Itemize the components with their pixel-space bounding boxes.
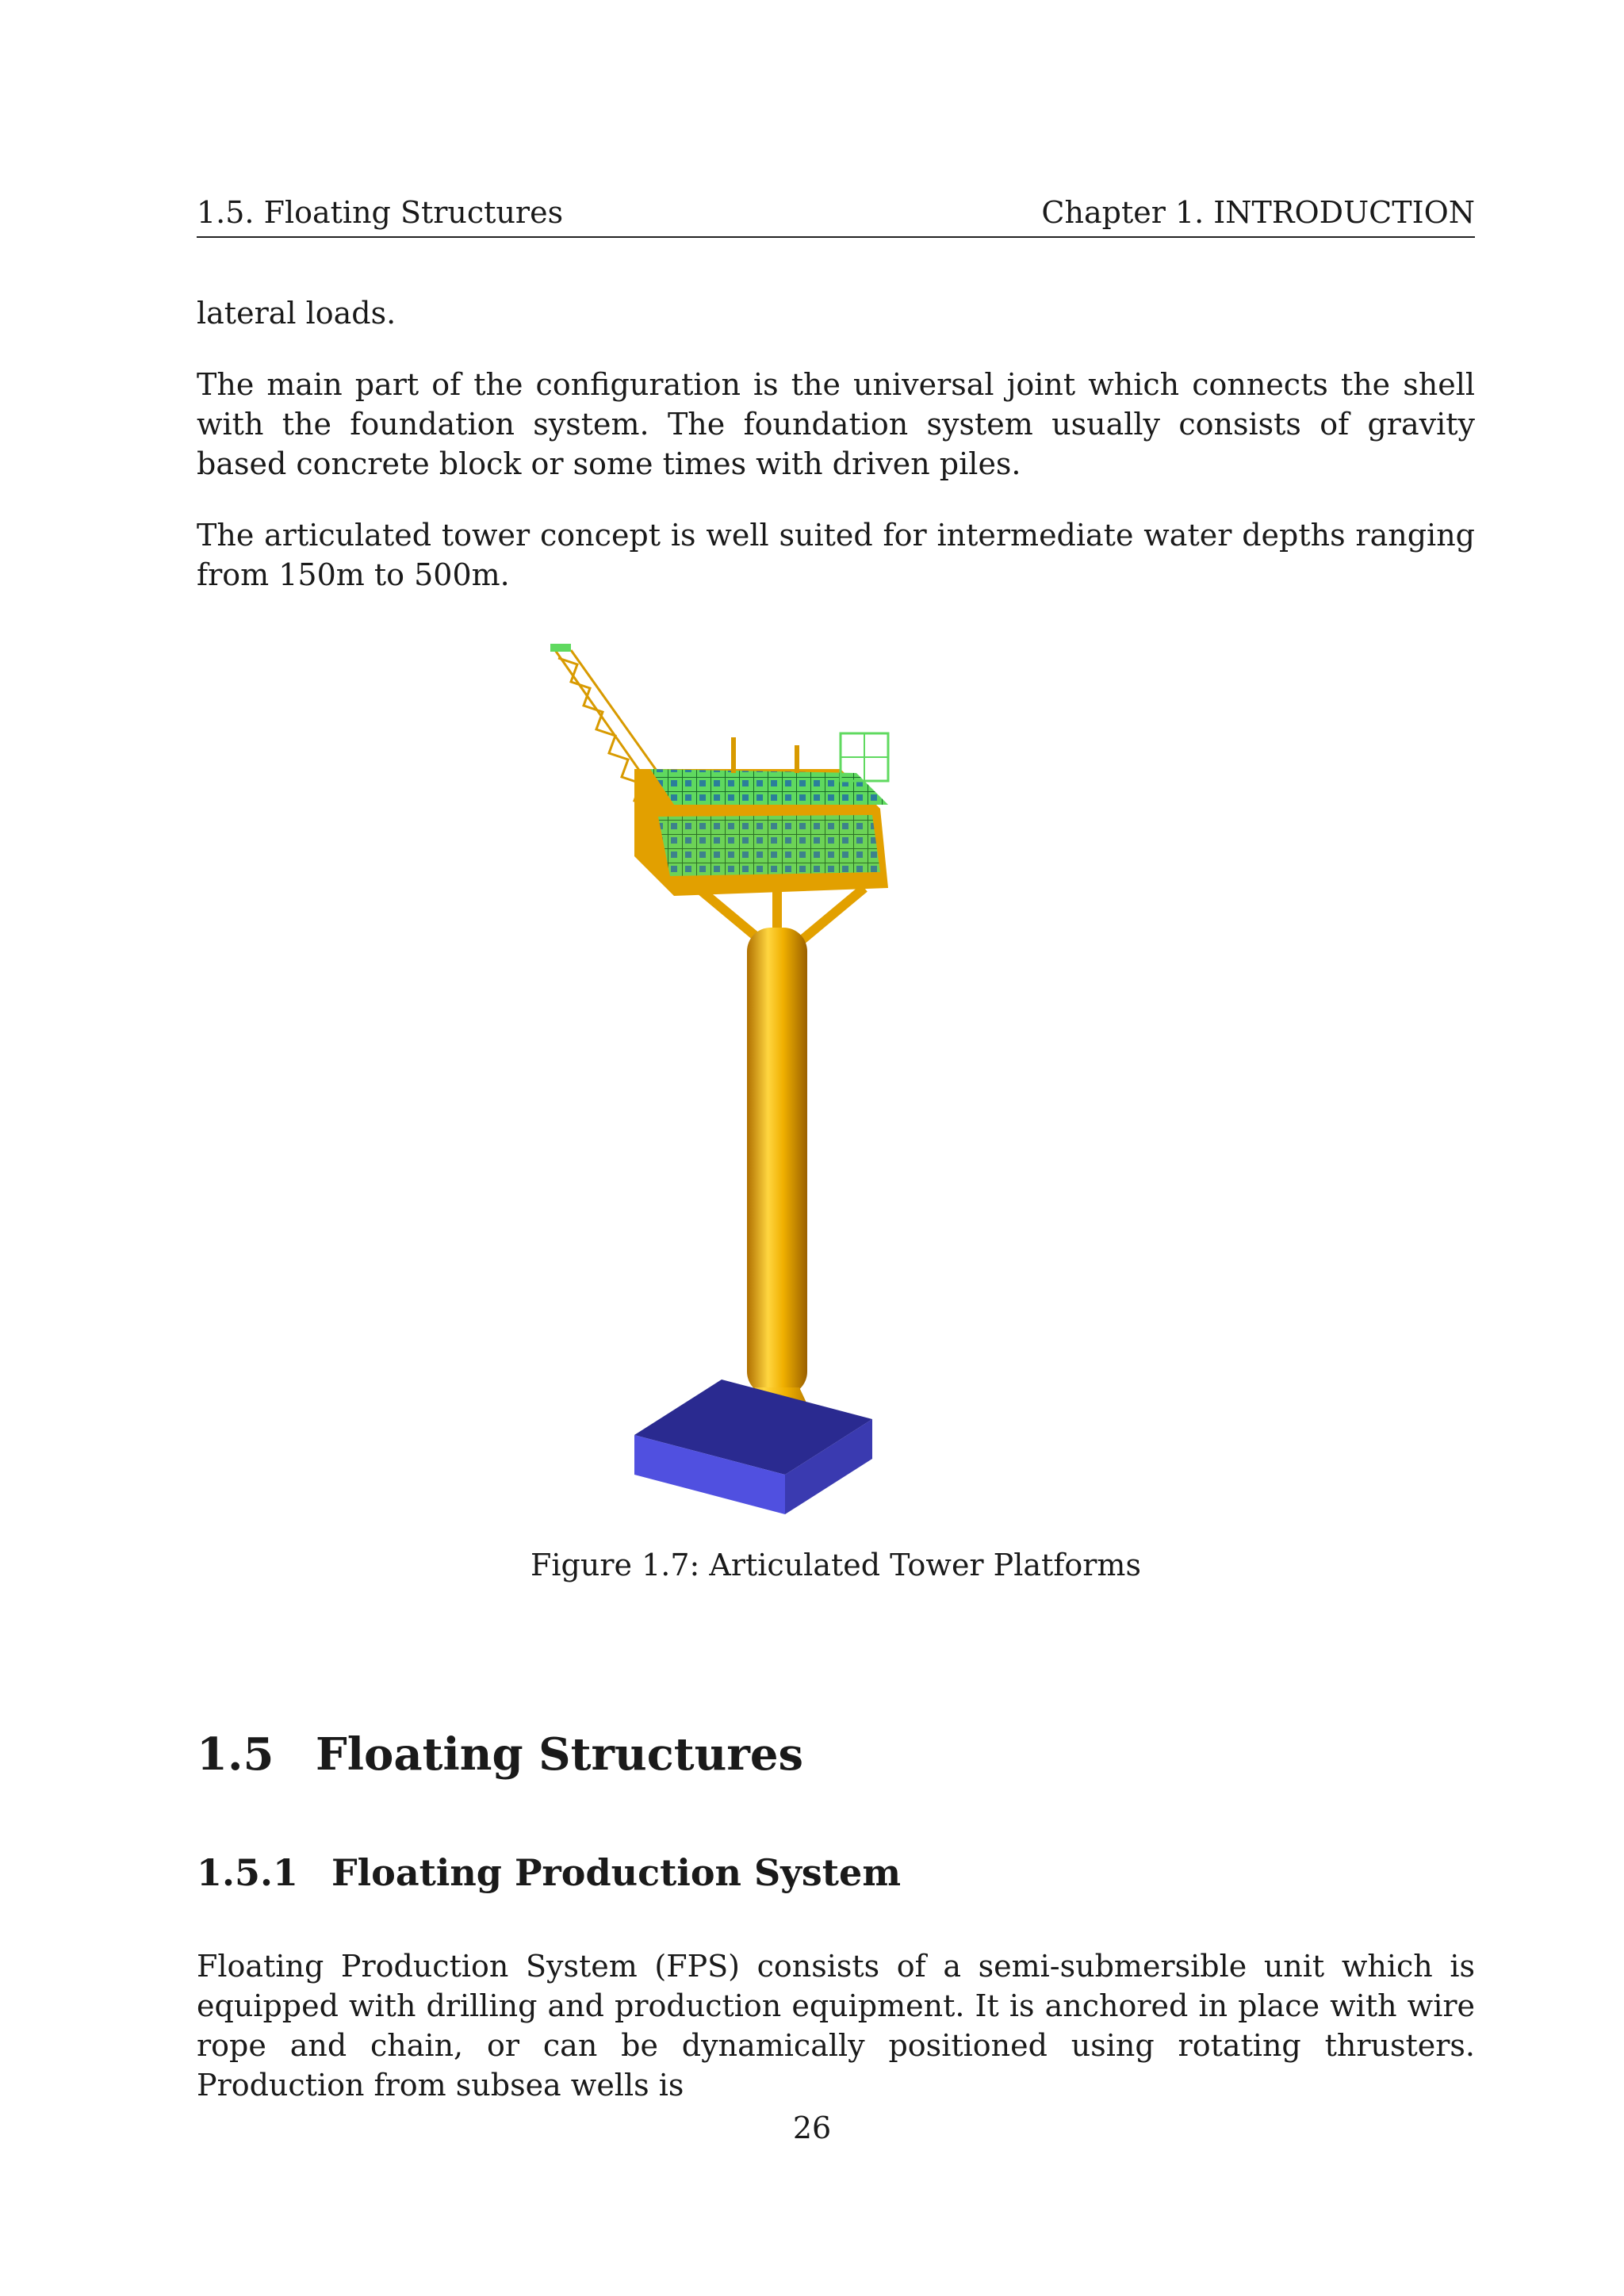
subsection-heading bbox=[197, 1851, 901, 1894]
articulated-tower-figure bbox=[539, 634, 983, 1522]
paragraph-fps: Floating Production System (FPS) consists of a semi-submersible unit which is equipped with drilling and production equipment. It is anchored in place with wire rope and chain, or can be dynamically positioned using rotating thrusters. Production from subsea wells is bbox=[197, 1949, 1475, 2103]
section-title: Floating Structures bbox=[316, 1728, 804, 1781]
header-chapter-title: Chapter 1. INTRODUCTION bbox=[1041, 195, 1475, 230]
running-header bbox=[197, 190, 1475, 238]
subsection-title: Floating Production System bbox=[331, 1851, 901, 1894]
topside-deck bbox=[634, 733, 888, 896]
paragraph-universal-joint: The main part of the configuration is the universal joint which connects the shell with the foundation system. The foundation system usually consists of gravity based concrete block or some times with driven piles. bbox=[197, 367, 1475, 481]
paragraph-water-depths: The articulated tower concept is well suited for intermediate water depths ranging from 150m to 500m. bbox=[197, 518, 1475, 592]
paragraph-lateral-loads: lateral loads. bbox=[197, 296, 396, 331]
section-number: 1.5 bbox=[197, 1728, 274, 1781]
page-number: 26 bbox=[792, 2110, 832, 2145]
section-heading bbox=[197, 1728, 803, 1781]
subsection-number: 1.5.1 bbox=[197, 1851, 299, 1894]
gravity-base bbox=[634, 1380, 872, 1514]
header-section-title: 1.5. Floating Structures bbox=[197, 195, 564, 230]
figure-caption: Figure 1.7: Articulated Tower Platforms bbox=[530, 1548, 1141, 1582]
tower-column bbox=[747, 928, 807, 1395]
